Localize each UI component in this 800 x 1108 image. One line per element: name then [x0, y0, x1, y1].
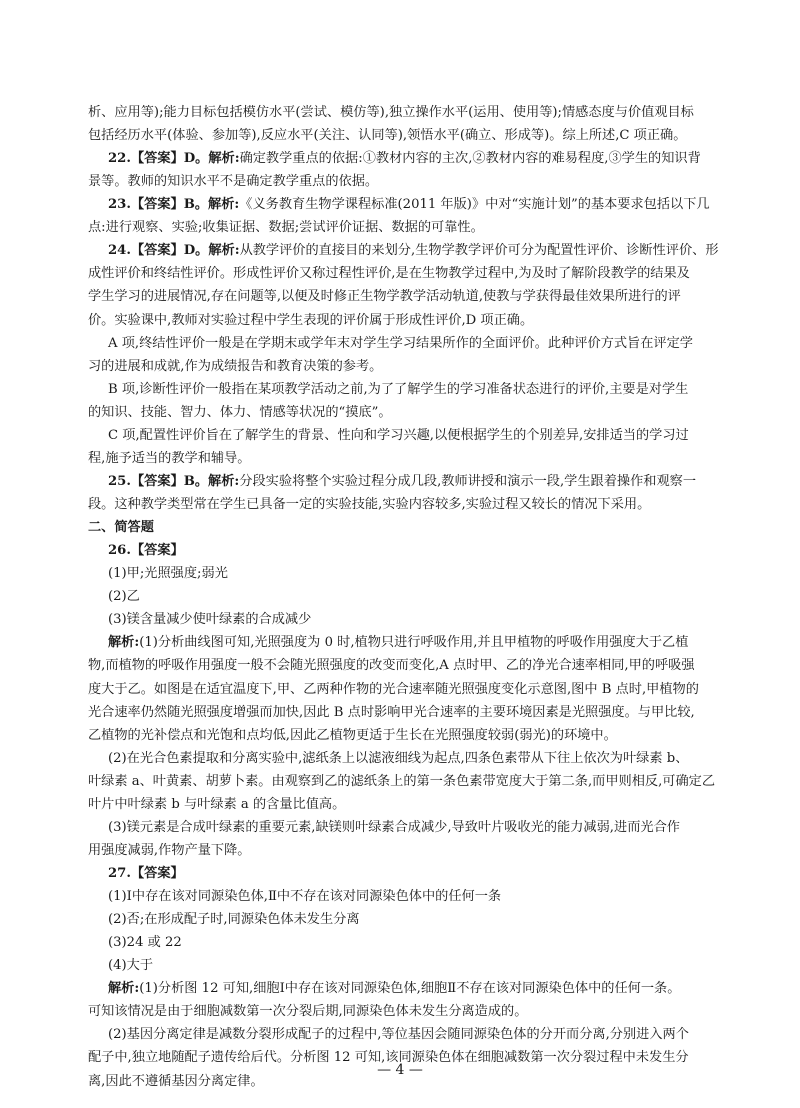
text-run: 离,因此不遵循基因分离定律。	[88, 1073, 264, 1089]
text-run: 《义务教育生物学课程标准(2011 年版)》中对“实施计划”的基本要求包括以下几	[239, 197, 710, 213]
bold-label: 解析:	[108, 635, 140, 651]
text-line	[88, 216, 760, 240]
bold-label: 23.【答案】B。解析:	[108, 197, 240, 213]
text-line	[108, 747, 760, 771]
bold-label: 22.【答案】D。解析:	[108, 151, 240, 167]
text-run: 分段实验将整个实验过程分成几段,教师讲授和演示一段,学生跟着操作和观察一	[239, 473, 697, 489]
text-line	[88, 309, 760, 333]
text-run: 配子中,独立地随配子遗传给后代。分析图 12 可知,该同源染色体在细胞减数第一次分裂过程中未发生分	[88, 1050, 689, 1066]
text-line	[88, 262, 760, 286]
text-line	[108, 1023, 760, 1047]
text-line	[108, 424, 760, 448]
text-run: 价。实验课中,教师对实验过程中学生表现的评价属于形成性评价,D 项正确。	[88, 312, 534, 328]
text-run: (3)镁含量减少使叶绿素的合成减少	[108, 612, 312, 628]
text-line	[88, 447, 760, 471]
bold-label: 解析:	[108, 981, 140, 997]
text-line	[88, 101, 760, 125]
text-line	[108, 631, 760, 655]
text-line	[108, 931, 760, 955]
text-line	[88, 355, 760, 379]
text-run: (1)分析图 12 可知,细胞Ⅰ中存在该对同源染色体,细胞Ⅱ不存在该对同源染色体中的任何一条。	[139, 981, 681, 997]
bold-label: 26.【答案】	[108, 543, 184, 559]
text-run: 乙植物的光补偿点和光饱和点均低,因此乙植物更适于生长在光照强度较弱(弱光)的环境中。	[88, 727, 617, 743]
bold-label: 25.【答案】B。解析:	[108, 473, 240, 489]
text-line	[88, 285, 760, 309]
text-run: 度大于乙。如图是在适宜温度下,甲、乙两种作物的光合速率随光照强度变化示意图,图中 B 点时,甲植物的	[88, 681, 699, 697]
text-run: B 项,诊断性评价一般指在某项教学活动之前,为了了解学生的学习准备状态进行的评价,主要是对学生	[108, 381, 689, 397]
text-line	[88, 170, 760, 194]
text-line	[108, 977, 760, 1001]
text-line	[88, 678, 760, 702]
text-run: (2)在光合色素提取和分离实验中,滤纸条上以滤液细线为起点,四条色素带从下往上依次为叶绿素 b、	[108, 750, 689, 766]
text-line	[88, 724, 760, 748]
text-line	[88, 124, 760, 148]
text-run: (4)大于	[108, 958, 154, 974]
text-run: 成性评价和终结性评价。形成性评价又称过程性评价,是在生物教学过程中,为及时了解阶段教学的结果及	[88, 266, 690, 282]
text-run: (1)甲;光照强度;弱光	[108, 566, 228, 582]
text-run: 学生学习的进展情况,存在问题等,以便及时修正生物学教学活动轨道,使教与学获得最佳效果所进行的评	[88, 289, 681, 305]
text-run: (1)分析曲线图可知,光照强度为 0 时,植物只进行呼吸作用,并且甲植物的呼吸作用强度大于乙植	[139, 635, 689, 651]
text-run: (2)否;在形成配子时,同源染色体未发生分离	[108, 912, 360, 928]
text-line	[88, 516, 760, 540]
text-line	[108, 908, 760, 932]
text-line	[108, 239, 760, 263]
text-run: 程,施予适当的教学和辅导。	[88, 450, 251, 466]
text-line	[88, 654, 760, 678]
bold-label: 24.【答案】D。解析:	[108, 243, 240, 259]
text-run: 物,而植物的呼吸作用强度一般不会随光照强度的改变而变化,A 点时甲、乙的净光合速率相同,甲的呼吸强	[88, 658, 695, 674]
text-run: A 项,终结性评价一般是在学期末或学年末对学生学习结果所作的全面评价。此种评价方式旨在评定学	[108, 335, 693, 351]
text-run: 段。这种教学类型常在学生已具备一定的实验技能,实验内容较多,实验过程又较长的情况下采用。	[88, 497, 651, 513]
text-line	[108, 378, 760, 402]
text-line	[108, 885, 760, 909]
text-run: 的知识、技能、智力、体力、情感等状况的“摸底”。	[88, 404, 392, 420]
text-run: 从教学评价的直接目的来划分,生物学教学评价可分为配置性评价、诊断性评价、形	[239, 243, 719, 259]
text-line	[88, 701, 760, 725]
text-run: 习的进展和成就,作为成绩报告和教育决策的参考。	[88, 358, 383, 374]
text-run: 确定教学重点的依据:①教材内容的主次,②教材内容的难易程度,③学生的知识背	[239, 151, 701, 167]
text-run: C 项,配置性评价旨在了解学生的背景、性向和学习兴趣,以便根据学生的个别差异,安排适当的学习过	[108, 427, 689, 443]
text-line	[88, 770, 760, 794]
text-run: (3)24 或 22	[108, 935, 182, 951]
text-run: 点:进行观察、实验;收集证据、数据;尝试评价证据、数据的可靠性。	[88, 220, 484, 236]
text-run: (2)基因分离定律是减数分裂形成配子的过程中,等位基因会随同源染色体的分开而分离,分别进入两个	[108, 1027, 689, 1043]
text-line	[108, 562, 760, 586]
text-run: 用强度减弱,作物产量下降。	[88, 842, 251, 858]
bold-label: 二、简答题	[88, 520, 154, 536]
text-line	[108, 585, 760, 609]
text-line	[108, 954, 760, 978]
text-run: 析、应用等);能力目标包括模仿水平(尝试、模仿等),独立操作水平(运用、使用等);情感态度与价值观目标	[88, 105, 694, 120]
text-line	[88, 401, 760, 425]
text-line	[108, 816, 760, 840]
text-line	[108, 147, 760, 171]
text-run: (2)乙	[108, 589, 140, 605]
text-run: (3)镁元素是合成叶绿素的重要元素,缺镁则叶绿素合成减少,导致叶片吸收光的能力减弱,进而光合作	[108, 819, 680, 835]
text-run: 可知该情况是由于细胞减数第一次分裂后期,同源染色体未发生分离造成的。	[88, 1004, 528, 1020]
text-line	[108, 193, 760, 217]
text-run: 光合速率仍然随光照强度增强而加快,因此 B 点时影响甲光合速率的主要环境因素是光照强度。与甲比较,	[88, 704, 695, 720]
text-line	[108, 608, 760, 632]
text-line	[88, 793, 760, 817]
text-run: 叶绿素 a、叶黄素、胡萝卜素。由观察到乙的滤纸条上的第一条色素带宽度大于第二条,而甲则相反,可确定乙	[88, 773, 716, 789]
bold-label: 27.【答案】	[108, 865, 184, 881]
text-run: (1)Ⅰ中存在该对同源染色体,Ⅱ中不存在该对同源染色体中的任何一条	[108, 889, 502, 905]
text-line	[108, 862, 760, 886]
text-line	[108, 332, 760, 356]
text-run: 叶片中叶绿素 b 与叶绿素 a 的含量比值高。	[88, 796, 346, 812]
text-line	[88, 493, 760, 517]
text-line	[108, 470, 760, 494]
text-line	[88, 839, 760, 863]
text-line	[88, 1000, 760, 1024]
text-run: 景等。教师的知识水平不是确定教学重点的依据。	[88, 174, 379, 190]
text-run: 包括经历水平(体验、参加等),反应水平(关注、认同等),领悟水平(确立、形成等)。综上所述,C 项正确。	[88, 128, 687, 144]
text-line	[108, 539, 760, 563]
page-number: — 4 —	[377, 1062, 423, 1078]
